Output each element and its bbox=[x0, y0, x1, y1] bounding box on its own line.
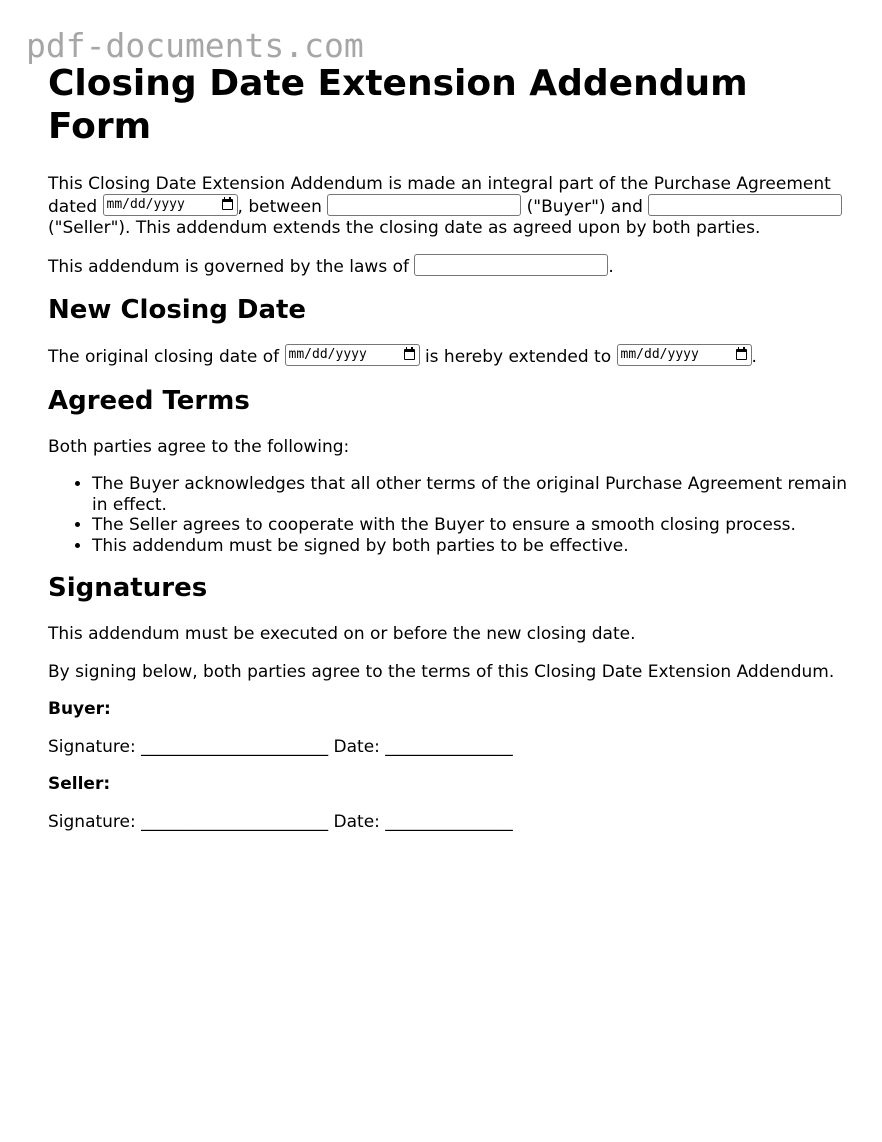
list-item: • The Seller agrees to cooperate with the Buyer to ensure a smooth closing process. bbox=[92, 515, 848, 536]
calendar-icon[interactable] bbox=[222, 199, 233, 210]
new-closing-text-2: is hereby extended to bbox=[424, 347, 612, 367]
buyer-label: Buyer: bbox=[48, 699, 111, 719]
execution-note: This addendum must be executed on or before the new closing date. bbox=[48, 624, 636, 644]
page-title: Closing Date Extension Addendum Form bbox=[48, 63, 748, 147]
buyer-name-input[interactable] bbox=[327, 194, 521, 216]
buyer-signature-line: Signature: ______________________ Date: _______________ bbox=[48, 736, 513, 757]
list-item: • The Buyer acknowledges that all other terms of the original Purchase Agreement remain in effect. bbox=[92, 474, 848, 515]
extended-closing-date-input[interactable] bbox=[617, 344, 752, 366]
new-closing-text-3: . bbox=[751, 347, 757, 367]
intro-text-2: , between bbox=[237, 196, 322, 217]
original-closing-date-input[interactable] bbox=[285, 344, 420, 366]
seller-label: Seller: bbox=[48, 774, 111, 794]
intro-paragraph bbox=[48, 174, 848, 240]
calendar-icon[interactable] bbox=[404, 349, 415, 360]
date-placeholder: mm/dd/yyyy bbox=[106, 196, 185, 212]
terms-list bbox=[48, 474, 848, 556]
laws-text-1: This addendum is governed by the laws of bbox=[48, 256, 409, 277]
date-placeholder: mm/dd/yyyy bbox=[620, 347, 699, 362]
governing-law-paragraph bbox=[48, 256, 848, 279]
laws-text-2: . bbox=[608, 256, 614, 277]
governing-law-input[interactable] bbox=[414, 254, 608, 276]
list-item: • This addendum must be signed by both parties to be effective. bbox=[92, 536, 848, 557]
intro-text-3: ("Buyer") and bbox=[526, 196, 643, 217]
date-placeholder: mm/dd/yyyy bbox=[288, 347, 367, 362]
new-closing-paragraph bbox=[48, 346, 848, 369]
calendar-icon[interactable] bbox=[736, 349, 747, 360]
signing-agreement-text: By signing below, both parties agree to the terms of this Closing Date Extension Addendum. bbox=[48, 661, 835, 682]
intro-text-1: This Closing Date Extension Addendum is made an integral part of the Purchase Agreement dated bbox=[48, 174, 831, 217]
agreed-terms-heading: Agreed Terms bbox=[48, 385, 250, 416]
document-page bbox=[48, 58, 848, 833]
agreed-terms-intro: Both parties agree to the following: bbox=[48, 436, 350, 457]
seller-signature-line: Signature: ______________________ Date: _______________ bbox=[48, 811, 513, 832]
purchase-agreement-date-input[interactable] bbox=[103, 194, 238, 216]
signatures-heading: Signatures bbox=[48, 573, 208, 603]
watermark: pdf-documents.com bbox=[26, 26, 364, 65]
intro-text-4: ("Seller"). This addendum extends the closing date as agreed upon by both parties. bbox=[48, 218, 761, 238]
new-closing-text-1: The original closing date of bbox=[48, 347, 280, 367]
new-closing-date-heading: New Closing Date bbox=[48, 295, 307, 325]
seller-name-input[interactable] bbox=[648, 194, 842, 216]
